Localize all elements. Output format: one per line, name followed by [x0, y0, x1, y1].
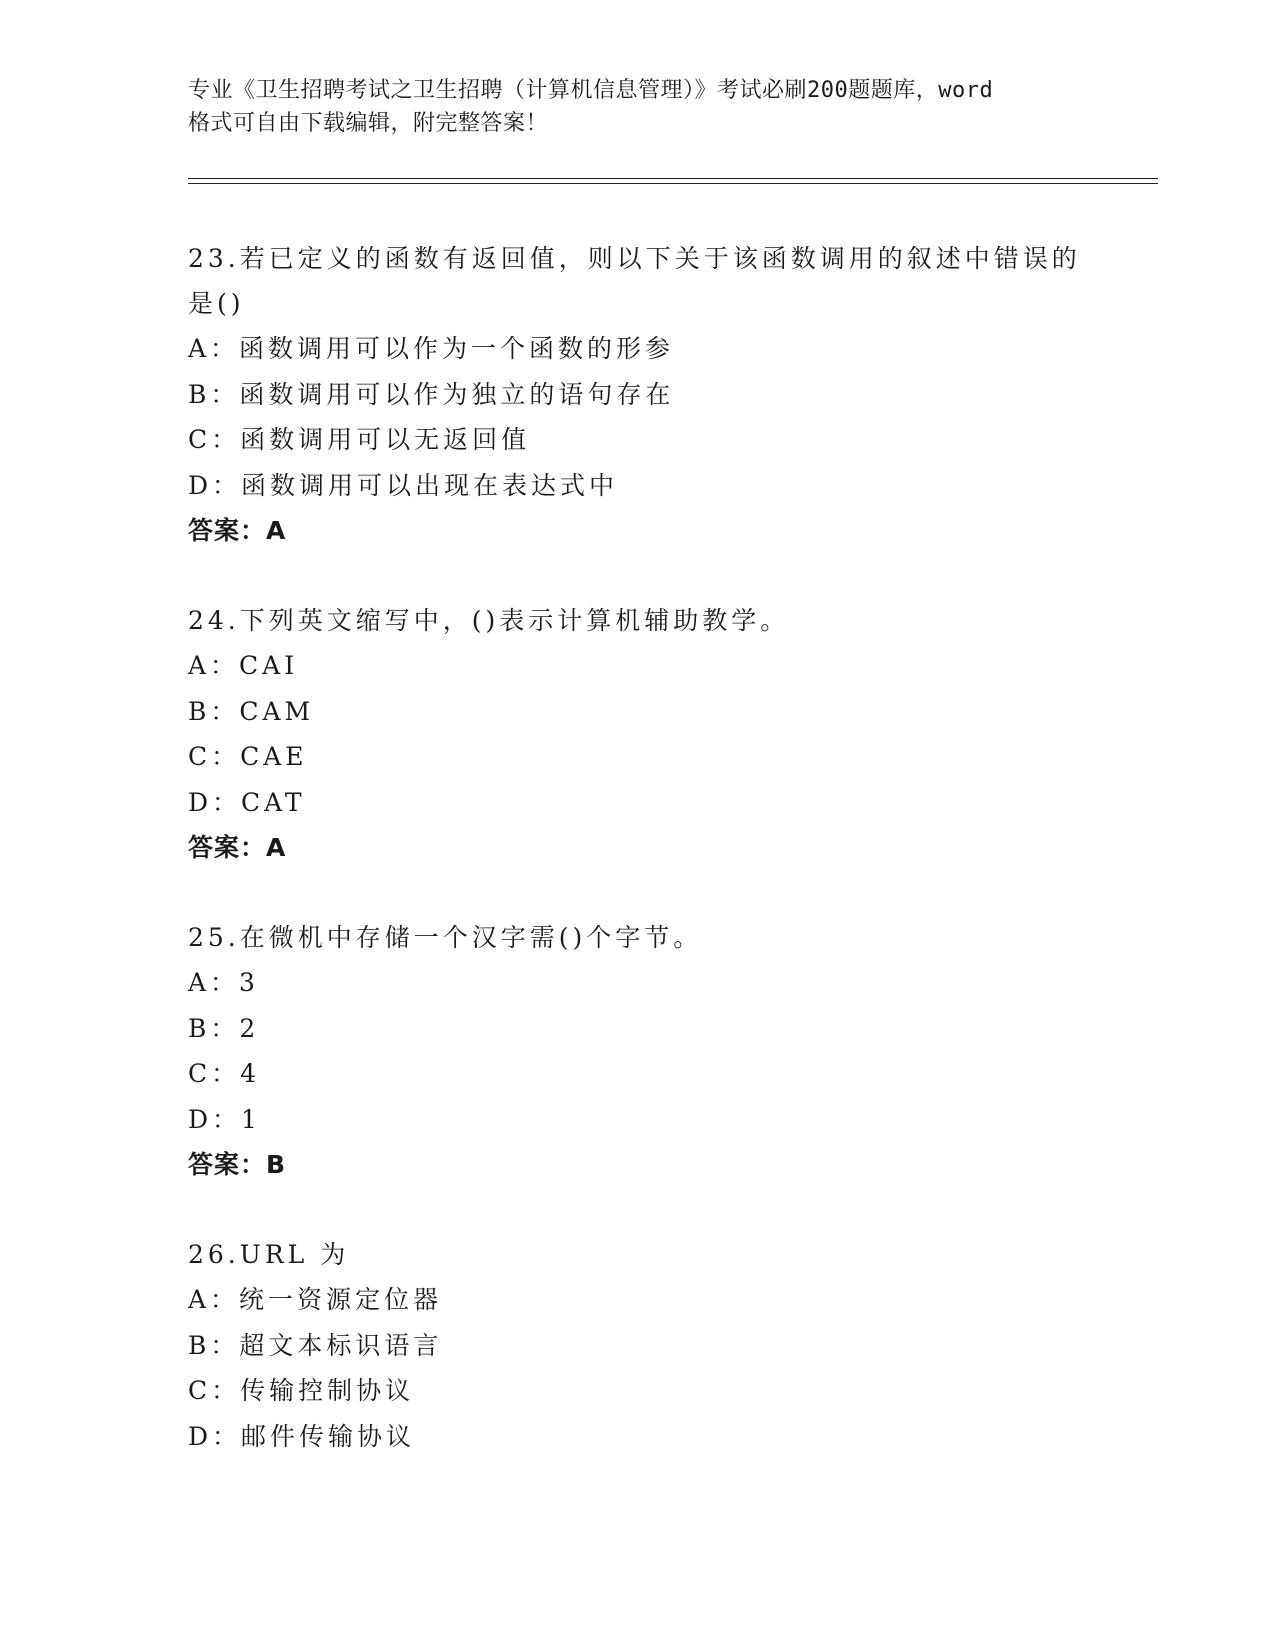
answer-line: 答案：A	[188, 516, 287, 545]
option-a: A：3	[188, 968, 259, 997]
question-stem	[188, 236, 1088, 326]
header-title-line-2: 格式可自由下载编辑，附完整答案！	[188, 111, 549, 136]
header-title-line-1: 专业《卫生招聘考试之卫生招聘（计算机信息管理）》考试必刷200题题库，word	[188, 78, 994, 103]
option-c: C：传输控制协议	[188, 1376, 415, 1405]
question-stem: 25.在微机中存储一个汉字需()个字节。	[188, 923, 703, 952]
option-d: D：1	[188, 1104, 261, 1134]
option-c: C：CAE	[188, 742, 308, 771]
option-b: B：函数调用可以作为独立的语句存在	[188, 379, 675, 409]
option-d: D：函数调用可以出现在表达式中	[188, 470, 619, 500]
question-26	[188, 1232, 1088, 1459]
option-b: B：CAM	[188, 696, 315, 726]
question-stem-line-1: 23.若已定义的函数有返回值，则以下关于该函数调用的叙述中错误的	[188, 244, 1081, 273]
question-25	[188, 915, 1088, 1188]
option-b: B：2	[188, 1013, 260, 1043]
option-a: A：函数调用可以作为一个函数的形参	[188, 334, 675, 363]
option-b: B：超文本标识语言	[188, 1330, 443, 1360]
question-stem: 26.URL 为	[188, 1240, 350, 1269]
option-a: A：统一资源定位器	[188, 1285, 443, 1314]
question-23	[188, 236, 1088, 554]
header-divider-top	[188, 178, 1158, 179]
header-divider-bottom	[188, 183, 1158, 184]
option-a: A：CAI	[188, 651, 299, 680]
question-list	[188, 236, 1088, 1503]
option-d: D：CAT	[188, 787, 306, 817]
question-stem-line-2: 是()	[188, 289, 245, 318]
question-24	[188, 598, 1088, 871]
option-c: C：4	[188, 1059, 261, 1088]
answer-line: 答案：B	[188, 1150, 287, 1179]
answer-line: 答案：A	[188, 833, 287, 862]
option-d: D：邮件传输协议	[188, 1421, 416, 1451]
question-stem: 24.下列英文缩写中，()表示计算机辅助教学。	[188, 606, 790, 635]
document-header	[188, 74, 1088, 140]
option-c: C：函数调用可以无返回值	[188, 425, 531, 454]
